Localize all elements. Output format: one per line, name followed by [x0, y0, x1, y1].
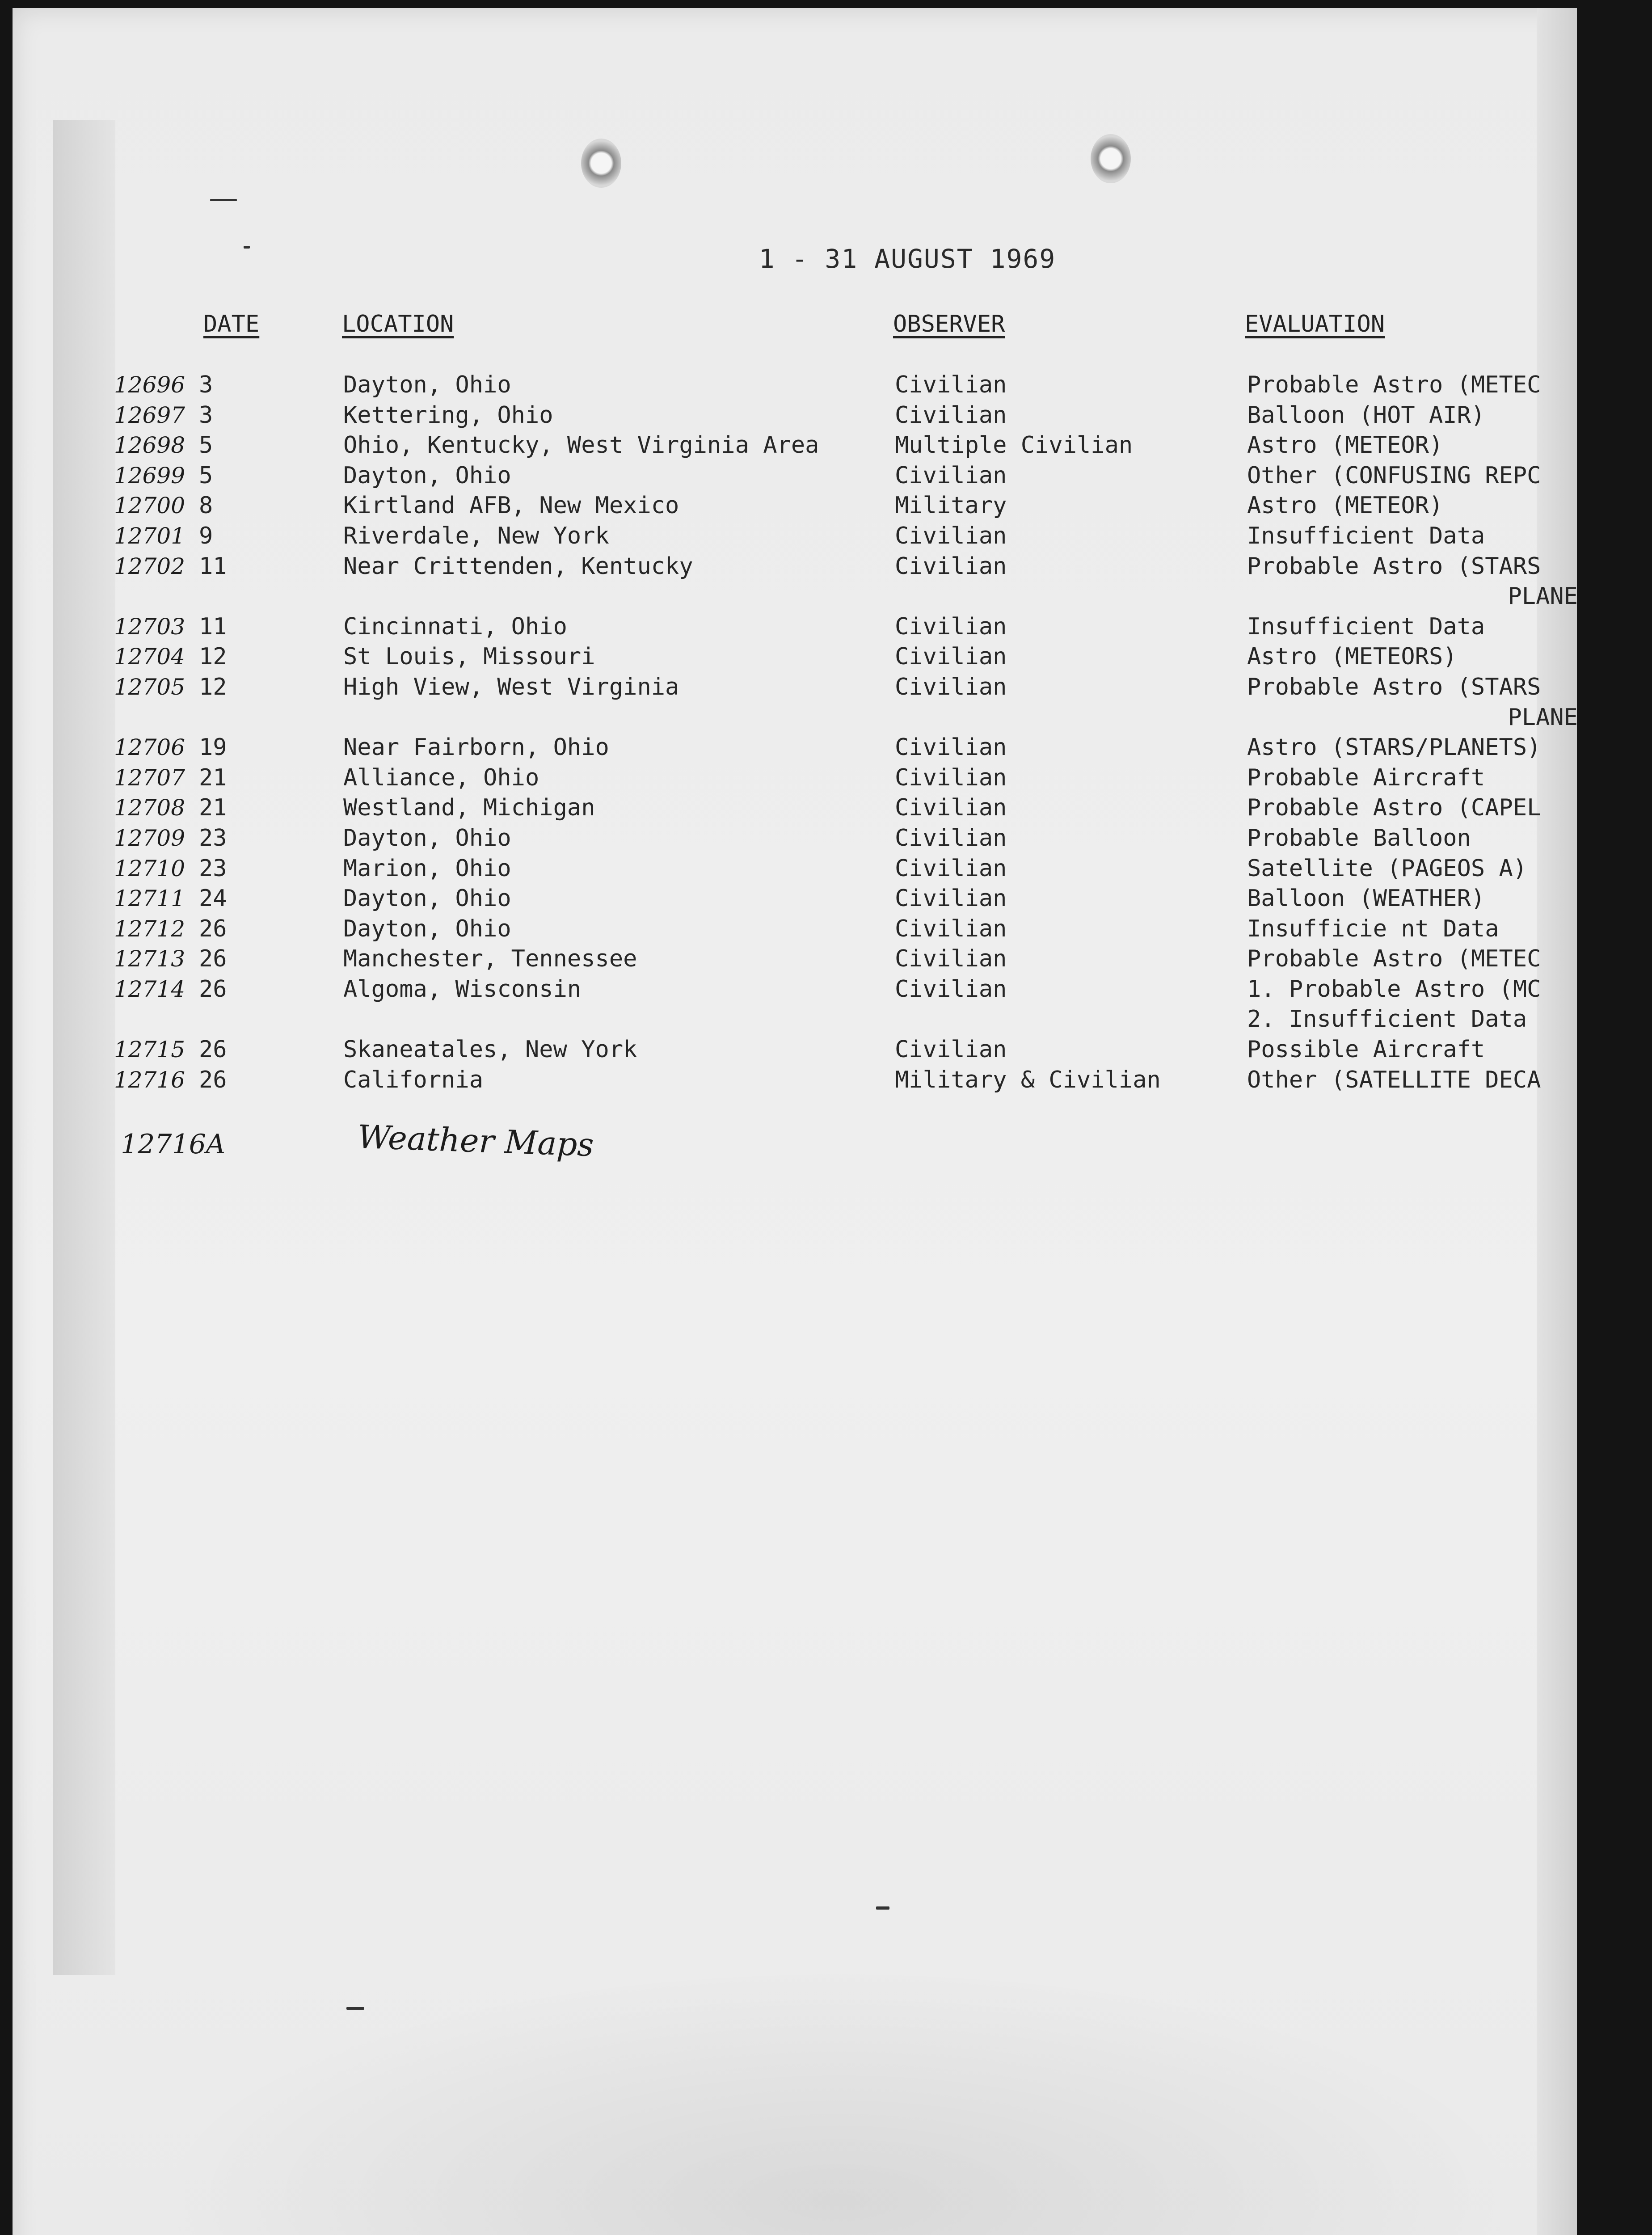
location-cell: Manchester, Tennessee [343, 945, 637, 973]
table-row [0, 1065, 1652, 1096]
observer-cell: Civilian [895, 673, 1007, 700]
table-row [0, 1035, 1652, 1065]
column-header-evaluation: EVALUATION [1245, 311, 1385, 337]
location-cell: Kirtland AFB, New Mexico [343, 492, 679, 519]
date-cell: 26 [199, 915, 227, 942]
case-number: 12713 [114, 946, 185, 972]
date-cell: 26 [199, 975, 227, 1003]
page-title: 1 - 31 AUGUST 1969 [759, 244, 1056, 274]
table-row [0, 491, 1652, 521]
ink-speck [346, 2007, 364, 2010]
evaluation-cell: Probable Astro (METEC [1247, 371, 1541, 398]
date-cell: 24 [199, 885, 227, 912]
table-row [0, 370, 1652, 401]
table-row [0, 612, 1652, 642]
location-cell: Riverdale, New York [343, 522, 609, 549]
page-shadow-right [1537, 8, 1577, 2235]
location-cell: St Louis, Missouri [343, 643, 595, 670]
table-row [0, 430, 1652, 461]
observer-cell: Civilian [895, 643, 1007, 670]
case-number: 12712 [114, 915, 185, 942]
location-cell: Near Crittenden, Kentucky [343, 552, 693, 580]
observer-cell: Civilian [895, 371, 1007, 398]
location-cell: Near Fairborn, Ohio [343, 734, 609, 761]
location-cell: Dayton, Ohio [343, 824, 511, 852]
handwritten-note: Weather Maps [357, 1118, 594, 1164]
table-row [0, 642, 1652, 672]
observer-cell: Civilian [895, 613, 1007, 640]
table-row [0, 823, 1652, 854]
evaluation-cell: Insufficient Data [1247, 613, 1485, 640]
date-cell: 12 [199, 673, 227, 700]
case-number: 12716 [114, 1067, 185, 1093]
case-number: 12710 [114, 855, 185, 881]
evaluation-cell: Balloon (HOT AIR) [1247, 401, 1485, 429]
location-cell: Dayton, Ohio [343, 885, 511, 912]
case-number: 12701 [114, 523, 185, 549]
evaluation-cell: Satellite (PAGEOS A) [1247, 855, 1527, 882]
date-cell: 3 [199, 371, 213, 398]
column-header-date: DATE [203, 311, 260, 337]
location-cell: Westland, Michigan [343, 794, 595, 822]
evaluation-cell: Insufficie nt Data [1247, 915, 1499, 942]
table-row-continuation [0, 1004, 1652, 1035]
observer-cell: Civilian [895, 975, 1007, 1003]
location-cell: Skaneatales, New York [343, 1036, 637, 1063]
table-row [0, 884, 1652, 914]
table-row [0, 401, 1652, 431]
observer-cell: Civilian [895, 1036, 1007, 1063]
date-cell: 5 [199, 462, 213, 489]
location-cell: Dayton, Ohio [343, 915, 511, 942]
evaluation-cell: Other (CONFUSING REPC [1247, 462, 1541, 489]
column-header-observer: OBSERVER [893, 311, 1005, 337]
case-number: 12700 [114, 493, 185, 519]
evaluation-cell: Probable Aircraft [1247, 764, 1485, 791]
case-number: 12703 [114, 613, 185, 640]
observer-cell: Civilian [895, 855, 1007, 882]
date-cell: 11 [199, 613, 227, 640]
evaluation-cell: Insufficient Data [1247, 522, 1485, 549]
case-number: 12705 [114, 674, 185, 700]
evaluation-cell: Probable Astro (STARS [1247, 552, 1541, 580]
date-cell: 3 [199, 401, 213, 429]
evaluation-cell: Probable Astro (METEC [1247, 945, 1541, 973]
date-cell: 23 [199, 824, 227, 852]
date-cell: 21 [199, 764, 227, 791]
evaluation-cell: Probable Astro (STARS [1247, 673, 1541, 700]
sighting-table [0, 370, 1652, 1095]
evaluation-continuation-cell: PLANE [1508, 704, 1578, 731]
date-cell: 26 [199, 945, 227, 973]
table-row [0, 461, 1652, 491]
evaluation-cell: Probable Balloon [1247, 824, 1471, 852]
date-cell: 11 [199, 552, 227, 580]
case-number: 12706 [114, 734, 185, 761]
observer-cell: Military & Civilian [895, 1066, 1161, 1093]
observer-cell: Civilian [895, 734, 1007, 761]
table-row [0, 974, 1652, 1005]
evaluation-continuation-cell: 2. Insufficient Data [1247, 1006, 1527, 1033]
evaluation-cell: 1. Probable Astro (MC [1247, 975, 1541, 1003]
location-cell: California [343, 1066, 484, 1093]
ink-speck [244, 246, 250, 249]
date-cell: 21 [199, 794, 227, 822]
ink-speck [876, 1906, 889, 1910]
case-number: 12704 [114, 644, 185, 670]
observer-cell: Civilian [895, 915, 1007, 942]
case-number: 12697 [114, 402, 185, 428]
date-cell: 5 [199, 432, 213, 459]
case-number: 12699 [114, 462, 185, 489]
date-cell: 8 [199, 492, 213, 519]
location-cell: Kettering, Ohio [343, 401, 553, 429]
table-row [0, 914, 1652, 945]
evaluation-continuation-cell: PLANE [1508, 583, 1578, 610]
observer-cell: Civilian [895, 552, 1007, 580]
date-cell: 26 [199, 1036, 227, 1063]
table-row-continuation [0, 582, 1652, 612]
case-number: 12696 [114, 372, 185, 398]
table-row-continuation [0, 703, 1652, 733]
date-cell: 19 [199, 734, 227, 761]
case-number: 12714 [114, 976, 185, 1002]
table-row [0, 793, 1652, 823]
evaluation-cell: Astro (METEOR) [1247, 432, 1443, 459]
table-row [0, 552, 1652, 582]
case-number: 12702 [114, 553, 185, 579]
date-cell: 26 [199, 1066, 227, 1093]
evaluation-cell: Astro (STARS/PLANETS) [1247, 734, 1541, 761]
date-cell: 23 [199, 855, 227, 882]
observer-cell: Civilian [895, 794, 1007, 822]
ink-speck [210, 199, 237, 201]
observer-cell: Civilian [895, 462, 1007, 489]
location-cell: Dayton, Ohio [343, 371, 511, 398]
document-sheet [13, 8, 1577, 2235]
observer-cell: Civilian [895, 764, 1007, 791]
evaluation-cell: Other (SATELLITE DECA [1247, 1066, 1541, 1093]
location-cell: Alliance, Ohio [343, 764, 539, 791]
observer-cell: Multiple Civilian [895, 432, 1133, 459]
location-cell: High View, West Virginia [343, 673, 679, 700]
punch-hole-icon [1091, 134, 1131, 183]
case-number: 12707 [114, 764, 185, 791]
evaluation-cell: Astro (METEORS) [1247, 643, 1457, 670]
location-cell: Cincinnati, Ohio [343, 613, 567, 640]
punch-hole-icon [581, 139, 621, 188]
observer-cell: Civilian [895, 522, 1007, 549]
location-cell: Algoma, Wisconsin [343, 975, 582, 1003]
case-number: 12715 [114, 1037, 185, 1063]
observer-cell: Civilian [895, 885, 1007, 912]
date-cell: 9 [199, 522, 213, 549]
evaluation-cell: Possible Aircraft [1247, 1036, 1485, 1063]
page-smudge [147, 1966, 1532, 2235]
table-row [0, 521, 1652, 552]
observer-cell: Civilian [895, 945, 1007, 973]
evaluation-cell: Astro (METEOR) [1247, 492, 1443, 519]
evaluation-cell: Probable Astro (CAPEL [1247, 794, 1541, 822]
observer-cell: Civilian [895, 824, 1007, 852]
location-cell: Dayton, Ohio [343, 462, 511, 489]
table-row [0, 733, 1652, 763]
case-number: 12709 [114, 825, 185, 851]
table-row [0, 854, 1652, 884]
case-number: 12698 [114, 432, 185, 459]
date-cell: 12 [199, 643, 227, 670]
column-header-location: LOCATION [342, 311, 454, 337]
observer-cell: Military [895, 492, 1007, 519]
table-row [0, 944, 1652, 974]
handwritten-case-number: 12716A [121, 1129, 226, 1160]
case-number: 12708 [114, 795, 185, 821]
location-cell: Ohio, Kentucky, West Virginia Area [343, 432, 819, 459]
table-row [0, 763, 1652, 793]
table-row [0, 672, 1652, 703]
case-number: 12711 [114, 886, 185, 912]
observer-cell: Civilian [895, 401, 1007, 429]
location-cell: Marion, Ohio [343, 855, 511, 882]
evaluation-cell: Balloon (WEATHER) [1247, 885, 1485, 912]
